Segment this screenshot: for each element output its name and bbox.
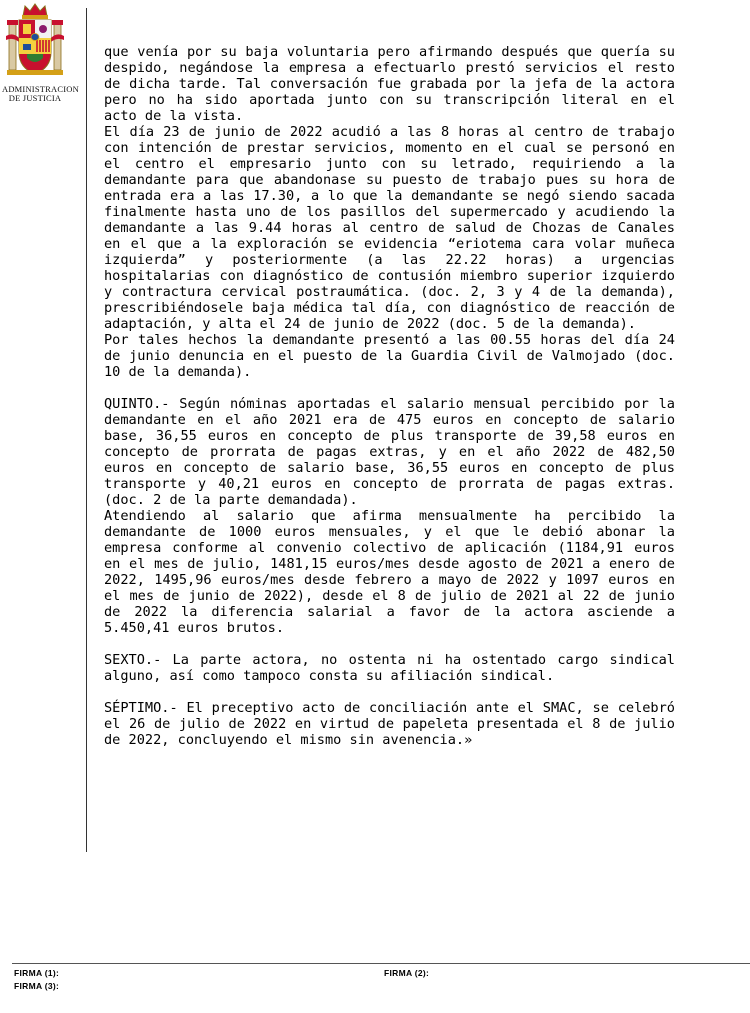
- paragraph-quinto: QUINTO.- Según nóminas aportadas el salario mensual percibido por la demandante en el año 2021 era de 475 euros en concepto de salario base, 36,55 euros en concepto de plus transporte de 39,58 euros en concepto de prorrata de pagas extras, y en el año 2022 de 482,50 euros en concepto de salario base, 36,55 euros en concepto de plus transporte y 40,21 euros en concepto de prorrata de pagas extras. (doc. 2 de la parte demandada).: [104, 396, 675, 508]
- paragraph-complaint: Por tales hechos la demandante presentó a las 00.55 horas del día 24 de junio denuncia en el puesto de la Guardia Civil de Valmojado (doc. 10 de la demanda).: [104, 332, 675, 380]
- paragraph-june-23-events: El día 23 de junio de 2022 acudió a las 8 horas al centro de trabajo con intención de prestar servicios, momento en el cual se personó en el centro el empresario junto con su letrado, requiriendo a la demandante para que abandonase su puesto de trabajo pues su hora de entrada era a las 17.30, a lo que la demandante se negó siendo sacada finalmente hasta uno de los pasillos del supermercado y acudiendo la demandante a las 9.44 horas al centro de salud de Chozas de Canales en el que a la exploración se evidencia “eriotema cara volar muñeca izquierda” y posteriormente (a las 22.22 horas) a urgencias hospitalarias con diagnóstico de contusión miembro superior izquierdo y contractura cervical postraumática. (doc. 2, 3 y 4 de la demanda), prescribiéndosele baja médica tal día, con diagnóstico de reacción de adaptación, y alta el 24 de junio de 2022 (doc. 5 de la demanda).: [104, 124, 675, 332]
- logo-caption: [2, 84, 79, 103]
- paragraph-gap: [104, 684, 675, 700]
- signature-label-2: FIRMA (2):: [384, 968, 430, 978]
- logo-line-2: DE JUSTICIA: [8, 93, 62, 103]
- paragraph-continuation: que venía por su baja voluntaria pero afirmando después que quería su despido, negándose la empresa a efectuarlo prestó servicios el resto de dicha tarde. Tal conversación fue grabada por la jefa de la actora pero no ha sido aportada junto con su transcripción literal en el acto de la vista.: [104, 44, 675, 124]
- paragraph-septimo: SÉPTIMO.- El preceptivo acto de conciliación ante el SMAC, se celebró el 26 de julio de 2022 en virtud de papeleta presentada el 8 de julio de 2022, concluyendo el mismo sin avenencia.»: [104, 700, 675, 748]
- paragraph-salary-difference: Atendiendo al salario que afirma mensualmente ha percibido la demandante de 1000 euros mensuales, y el que le debió abonar la empresa conforme al convenio colectivo de aplicación (1184,91 euros en el mes de julio, 1481,15 euros/mes desde agosto de 2021 a enero de 2022, 1495,96 euros/mes desde febrero a mayo de 2022 y 1097 euros en el mes de junio de 2022), desde el 8 de julio de 2021 al 22 de junio de 2022 la diferencia salarial a favor de la actora asciende a 5.450,41 euros brutos.: [104, 508, 675, 636]
- signature-label-1: FIRMA (1):: [14, 968, 60, 978]
- vertical-margin-rule: [86, 8, 87, 852]
- coat-of-arms-icon: [5, 2, 65, 84]
- logo-line-1: ADMINISTRACION: [2, 84, 79, 94]
- paragraph-gap: [104, 636, 675, 652]
- footer-divider: [12, 963, 750, 964]
- signature-label-3: FIRMA (3):: [14, 981, 60, 991]
- document-body: [104, 44, 675, 748]
- paragraph-sexto: SEXTO.- La parte actora, no ostenta ni ha ostentado cargo sindical alguno, así como tampoco consta su afiliación sindical.: [104, 652, 675, 684]
- coat-of-arms-logo: [2, 2, 79, 103]
- paragraph-gap: [104, 380, 675, 396]
